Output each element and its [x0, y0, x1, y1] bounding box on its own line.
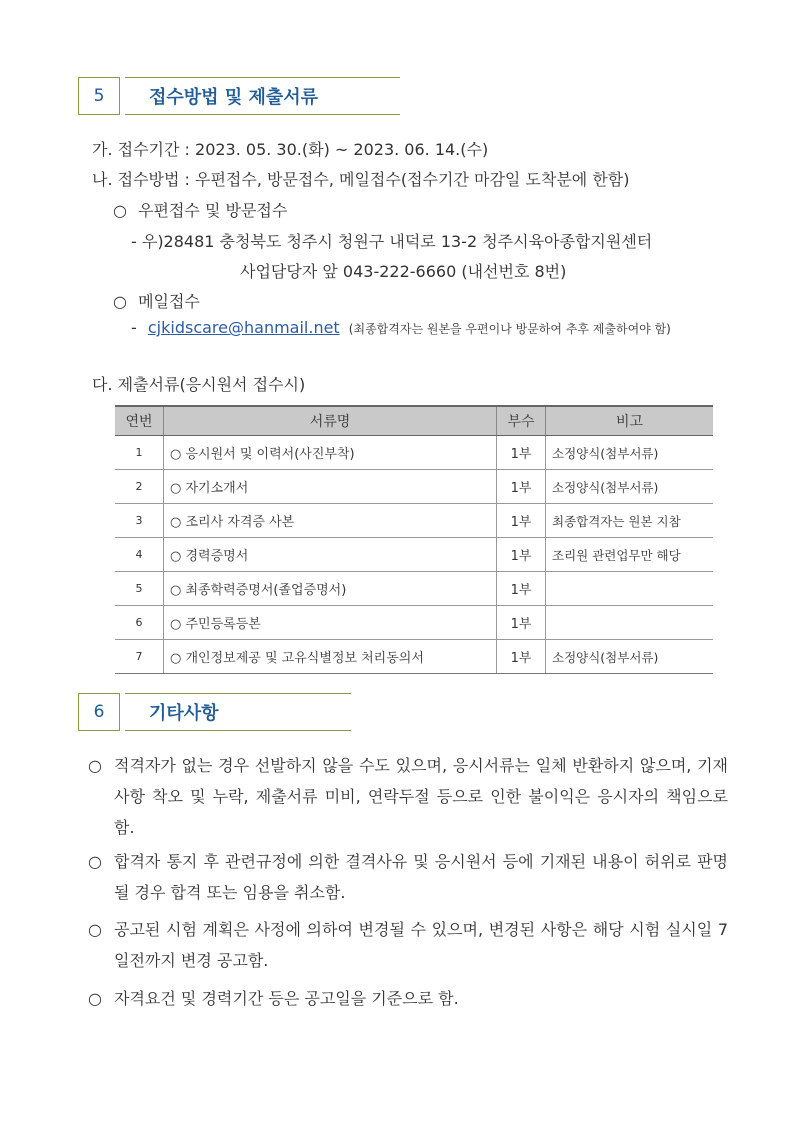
misc-text: 공고된 시험 계획은 사정에 의하여 변경될 수 있으며, 변경된 사항은 해당 시험 실시일 7일전까지 변경 공고함. [114, 920, 728, 970]
application-method: 나. 접수방법 : 우편접수, 방문접수, 메일접수(접수기간 마감일 도착분에 한함) [92, 170, 630, 189]
row-no: 3 [115, 504, 164, 538]
row-no: 1 [115, 436, 164, 470]
row-qty: 1부 [497, 606, 546, 640]
table-row [115, 640, 713, 674]
table-row [115, 538, 713, 572]
table-row [115, 470, 713, 504]
table-row [115, 606, 713, 640]
row-qty: 1부 [497, 504, 546, 538]
table-row [115, 436, 713, 470]
mail-heading [113, 289, 200, 312]
row-qty: 1부 [497, 436, 546, 470]
row-note: 소정양식(첨부서류) [546, 470, 714, 504]
row-name: ○ 개인정보제공 및 고유식별정보 처리동의서 [164, 640, 497, 674]
misc-text: 합격자 통지 후 관련규정에 의한 결격사유 및 응시원서 등에 기재된 내용이 허위로 판명될 경우 합격 또는 임용을 취소함. [114, 852, 728, 902]
row-no: 4 [115, 538, 164, 572]
misc-item [88, 750, 728, 843]
address-line-2: 사업담당자 앞 043-222-6660 (내선번호 8번) [240, 262, 567, 281]
table-header-row [115, 406, 713, 436]
row-note: 최종합격자는 원본 지참 [546, 504, 714, 538]
row-name: ○ 자기소개서 [164, 470, 497, 504]
misc-item [88, 914, 728, 976]
bullet-circle: ○ [88, 920, 102, 939]
header-no: 연번 [115, 406, 164, 436]
row-note [546, 572, 714, 606]
row-name: ○ 경력증명서 [164, 538, 497, 572]
section-5-title: 접수방법 및 제출서류 [125, 77, 400, 115]
row-qty: 1부 [497, 572, 546, 606]
bullet-circle: ○ [113, 292, 127, 311]
row-qty: 1부 [497, 470, 546, 504]
table-row [115, 572, 713, 606]
email-dash: - [131, 318, 137, 337]
email-line [131, 318, 671, 337]
post-visit-title: 우편접수 및 방문접수 [138, 201, 288, 220]
table-row [115, 504, 713, 538]
row-no: 5 [115, 572, 164, 606]
docs-heading: 다. 제출서류(응시원서 접수시) [92, 375, 306, 394]
row-qty: 1부 [497, 538, 546, 572]
row-note [546, 606, 714, 640]
misc-item [88, 983, 728, 1014]
documents-table [115, 405, 713, 674]
email-note: (최종합격자는 원본을 우편이나 방문하여 추후 제출하여야 함) [348, 322, 671, 336]
application-period: 가. 접수기간 : 2023. 05. 30.(화) ~ 2023. 06. 14.(수) [92, 140, 489, 159]
row-no: 2 [115, 470, 164, 504]
row-note: 조리원 관련업무만 해당 [546, 538, 714, 572]
misc-text: 적격자가 없는 경우 선발하지 않을 수도 있으며, 응시서류는 일체 반환하지 않으며, 기재사항 착오 및 누락, 제출서류 미비, 연락두절 등으로 인한 불이익은 응시자의 책임으로 함. [114, 756, 728, 837]
bullet-circle: ○ [113, 201, 127, 220]
bullet-circle: ○ [88, 989, 102, 1008]
row-qty: 1부 [497, 640, 546, 674]
row-name: ○ 응시원서 및 이력서(사진부착) [164, 436, 497, 470]
header-note: 비고 [546, 406, 714, 436]
row-no: 6 [115, 606, 164, 640]
row-note: 소정양식(첨부서류) [546, 436, 714, 470]
header-name: 서류명 [164, 406, 497, 436]
row-note: 소정양식(첨부서류) [546, 640, 714, 674]
bullet-circle: ○ [88, 852, 102, 871]
misc-text: 자격요건 및 경력기간 등은 공고일을 기준으로 함. [114, 989, 459, 1008]
row-name: ○ 조리사 자격증 사본 [164, 504, 497, 538]
row-no: 7 [115, 640, 164, 674]
address-line-1: - 우)28481 충청북도 청주시 청원구 내덕로 13-2 청주시육아종합지원센터 [131, 232, 653, 251]
bullet-circle: ○ [88, 756, 102, 775]
mail-title: 메일접수 [138, 292, 200, 311]
misc-item [88, 846, 728, 908]
section-6-number: 6 [78, 693, 120, 731]
email-link[interactable]: cjkidscare@hanmail.net [147, 318, 340, 337]
post-visit-heading [113, 198, 287, 221]
section-5-number: 5 [78, 77, 120, 115]
header-qty: 부수 [497, 406, 546, 436]
section-6-title: 기타사항 [125, 693, 351, 731]
row-name: ○ 주민등록등본 [164, 606, 497, 640]
row-name: ○ 최종학력증명서(졸업증명서) [164, 572, 497, 606]
